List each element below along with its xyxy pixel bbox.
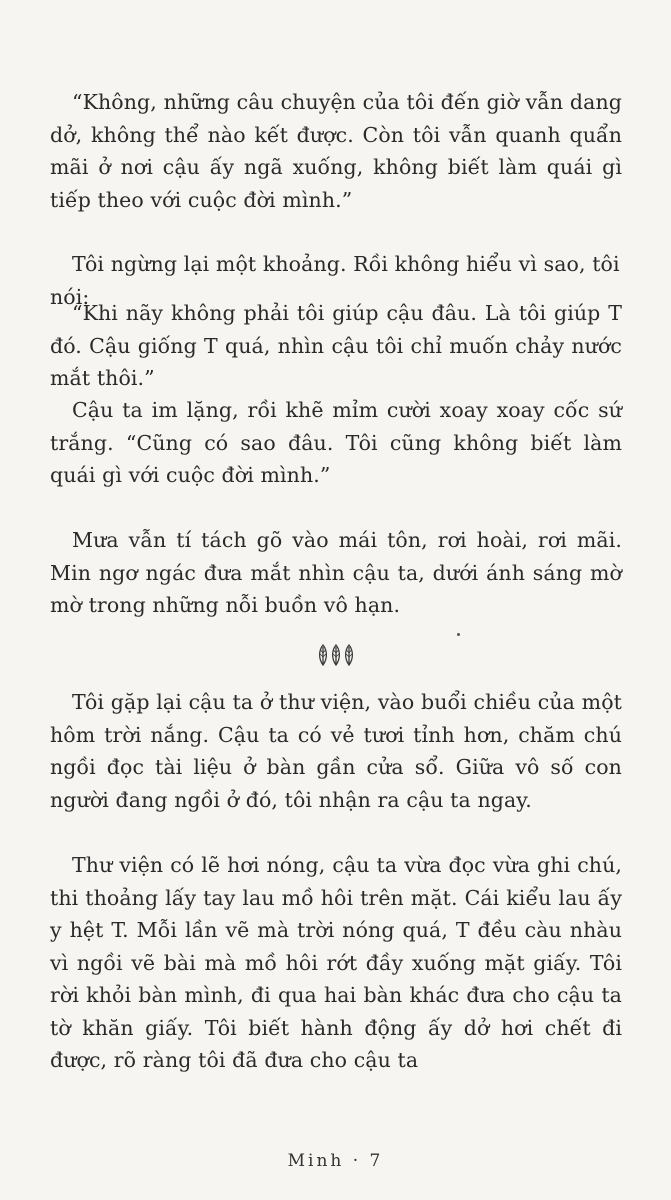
paragraph-7: Thư viện có lẽ hơi nóng, cậu ta vừa đọc vừa ghi chú, thi thoảng lấy tay lau mồ hôi trên mặt. Cái kiểu lau ấy y hệt T. Mỗi lần vẽ mà trời nóng quá, T đều càu nhàu vì ngồi vẽ bài mà mồ hôi rớt đầy xuống mặt giấy. Tôi rời khỏi bàn mình, đi qua hai bàn khác đưa cho cậu ta tờ khăn giấy. Tôi biết hành động ấy dở hơi chết đi được, rõ ràng tôi đã đưa cho cậu ta [50, 853, 622, 1072]
section-break-ornament [0, 643, 671, 667]
paragraph-4: Cậu ta im lặng, rồi khẽ mỉm cười xoay xoay cốc sứ trắng. “Cũng có sao đâu. Tôi cũng không biết làm quái gì với cuộc đời mình.” [50, 398, 622, 487]
paragraph-3: “Khi nãy không phải tôi giúp cậu đâu. Là tôi giúp T đó. Cậu giống T quá, nhìn cậu tôi chỉ muốn chảy nước mắt thôi.” [50, 301, 622, 390]
page-footer-folio: Minh · 7 [287, 1151, 384, 1171]
paragraph-6: Tôi gặp lại cậu ta ở thư viện, vào buổi chiều của một hôm trời nắng. Cậu ta có vẻ tươi tỉnh hơn, chăm chú ngồi đọc tài liệu ở bàn gần cửa sổ. Giữa vô số con người đang ngồi ở đó, tôi nhận ra cậu ta ngay. [50, 690, 622, 812]
paragraph-1: “Không, những câu chuyện của tôi đến giờ vẫn dang dở, không thể nào kết được. Còn tôi vẫn quanh quẩn mãi ở nơi cậu ấy ngã xuống, không biết làm quái gì tiếp theo với cuộc đời mình.” [50, 90, 622, 212]
paragraph-5: Mưa vẫn tí tách gõ vào mái tôn, rơi hoài, rơi mãi. Min ngơ ngác đưa mắt nhìn cậu ta, dưới ánh sáng mờ mờ trong những nỗi buồn vô hạn. [50, 528, 622, 617]
paragraph-2: Tôi ngừng lại một khoảng. Rồi không hiểu vì sao, tôi nói: [50, 252, 620, 309]
triple-leaf-icon [317, 643, 355, 667]
print-speck [457, 633, 460, 636]
